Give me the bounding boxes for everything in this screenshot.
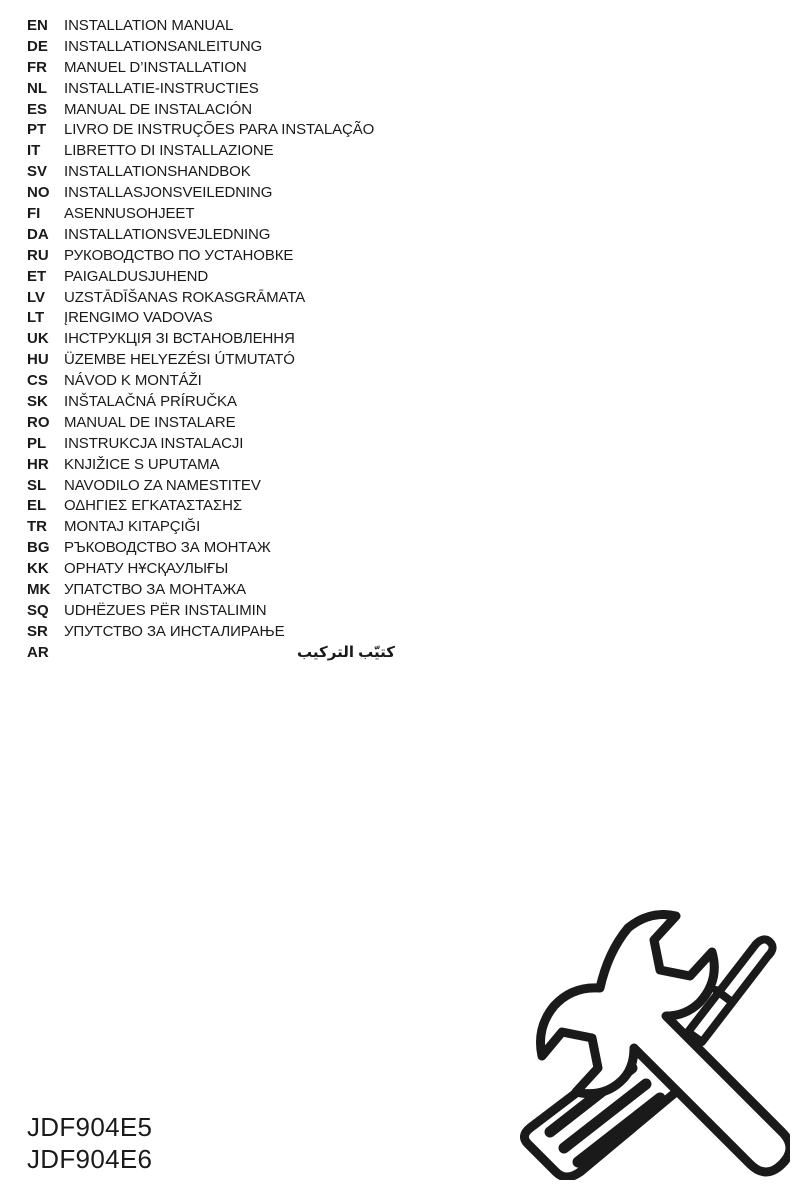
language-row xyxy=(27,288,407,309)
language-row xyxy=(27,476,407,497)
language-row xyxy=(27,392,407,413)
language-code: LV xyxy=(27,288,46,306)
manual-title: INSTALLATIE-INSTRUCTIES xyxy=(64,79,259,97)
language-code: ET xyxy=(27,267,47,285)
language-row xyxy=(27,559,407,580)
language-row xyxy=(27,79,407,100)
manual-title: ΟΔΗΓΙΕΣ ΕΓΚΑΤΑΣΤΑΣΗΣ xyxy=(64,497,243,515)
language-row xyxy=(27,643,407,664)
language-code: FR xyxy=(27,58,47,76)
manual-title: MONTAJ KITAPÇIĞI xyxy=(64,518,201,536)
manual-title: ASENNUSOHJEET xyxy=(64,205,195,223)
manual-title: INŠTALAČNÁ PRÍRUČKA xyxy=(64,393,237,411)
manual-title: UZSTĀDĪŠANAS ROKASGRĀMATA xyxy=(64,288,306,306)
language-row xyxy=(27,601,407,622)
language-code: IT xyxy=(27,142,41,160)
manual-title: MANUAL DE INSTALACIÓN xyxy=(64,100,252,118)
language-row xyxy=(27,371,407,392)
manual-title: ІНСТРУКЦІЯ ЗІ ВСТАНОВЛЕННЯ xyxy=(64,330,295,348)
manual-title: MANUEL D’INSTALLATION xyxy=(64,58,247,76)
manual-title: INSTALLATIONSANLEITUNG xyxy=(64,37,263,55)
manual-title: INSTALLATIONSHANDBOK xyxy=(64,163,251,181)
language-code: FI xyxy=(27,205,41,223)
language-row xyxy=(27,329,407,350)
language-code: AR xyxy=(27,643,49,661)
language-code: SV xyxy=(27,163,48,181)
language-row xyxy=(27,434,407,455)
model-number: JDF904E5 xyxy=(27,1112,153,1142)
manual-title: NÁVOD K MONTÁŽI xyxy=(64,372,202,390)
manual-title: MANUAL DE INSTALARE xyxy=(64,413,236,431)
language-code: NL xyxy=(27,79,47,97)
language-code: PT xyxy=(27,121,47,139)
language-code: DE xyxy=(27,37,48,55)
language-code: NO xyxy=(27,184,50,202)
language-row xyxy=(27,308,407,329)
language-code: PL xyxy=(27,434,47,452)
language-row xyxy=(27,517,407,538)
language-row xyxy=(27,162,407,183)
manual-title: KNJIŽICE S UPUTAMA xyxy=(64,455,220,473)
language-code: BG xyxy=(27,539,50,557)
manual-title: УПАТСТВО ЗА МОНТАЖА xyxy=(64,581,246,599)
language-code: TR xyxy=(27,518,47,536)
language-code: SK xyxy=(27,393,48,411)
language-code: ES xyxy=(27,100,48,118)
model-numbers xyxy=(27,1111,152,1175)
manual-title: كتيّب التركيب xyxy=(297,643,395,661)
manual-title: ĮRENGIMO VADOVAS xyxy=(64,309,213,327)
language-code: UK xyxy=(27,330,49,348)
language-row xyxy=(27,58,407,79)
language-row xyxy=(27,183,407,204)
language-code: SQ xyxy=(27,601,49,619)
language-code: MK xyxy=(27,581,51,599)
manual-title: УПУТСТВО ЗА ИНСТАЛИРАЊЕ xyxy=(64,622,285,640)
manual-title: РУКОВОДСТВО ПО УСТАНОВКЕ xyxy=(64,246,294,264)
manual-title: ОРНАТУ НҰСҚАУЛЫҒЫ xyxy=(64,560,229,578)
manual-title: INSTALLATIONSVEJLEDNING xyxy=(64,225,271,243)
manual-title: UDHËZUES PËR INSTALIMIN xyxy=(64,601,267,619)
manual-title: LIVRO DE INSTRUÇÕES PARA INSTALAÇÃO xyxy=(64,121,375,139)
manual-title: РЪКОВОДСТВО ЗА МОНТАЖ xyxy=(64,539,271,557)
language-code: SL xyxy=(27,476,47,494)
language-row xyxy=(27,622,407,643)
language-code: DA xyxy=(27,225,49,243)
language-row xyxy=(27,141,407,162)
language-code: HR xyxy=(27,455,49,473)
wrench-screwdriver-icon xyxy=(520,910,790,1180)
manual-title: INSTALLATION MANUAL xyxy=(64,17,234,34)
language-code: LT xyxy=(27,309,45,327)
language-code: HU xyxy=(27,351,49,369)
language-row xyxy=(27,350,407,371)
language-code: RU xyxy=(27,246,49,264)
language-row xyxy=(27,246,407,267)
language-row xyxy=(27,538,407,559)
language-code: RO xyxy=(27,413,50,431)
language-row xyxy=(27,267,407,288)
language-row xyxy=(27,100,407,121)
language-row xyxy=(27,455,407,476)
language-row xyxy=(27,580,407,601)
manual-title: ÜZEMBE HELYEZÉSI ÚTMUTATÓ xyxy=(64,351,295,369)
language-row xyxy=(27,413,407,434)
manual-title: NAVODILO ZA NAMESTITEV xyxy=(64,476,261,494)
language-list xyxy=(27,16,407,664)
language-row xyxy=(27,204,407,225)
language-row xyxy=(27,120,407,141)
language-code: KK xyxy=(27,560,49,578)
language-row xyxy=(27,37,407,58)
language-row xyxy=(27,496,407,517)
language-code: EL xyxy=(27,497,47,515)
model-number: JDF904E6 xyxy=(27,1144,153,1174)
language-code: EN xyxy=(27,17,48,34)
language-code: CS xyxy=(27,372,48,390)
language-row xyxy=(27,225,407,246)
manual-title: PAIGALDUSJUHEND xyxy=(64,267,209,285)
manual-title: LIBRETTO DI INSTALLAZIONE xyxy=(64,142,274,160)
manual-title: INSTALLASJONSVEILEDNING xyxy=(64,184,273,202)
language-row xyxy=(27,16,407,37)
language-code: SR xyxy=(27,622,48,640)
manual-title: INSTRUKCJA INSTALACJI xyxy=(64,434,244,452)
